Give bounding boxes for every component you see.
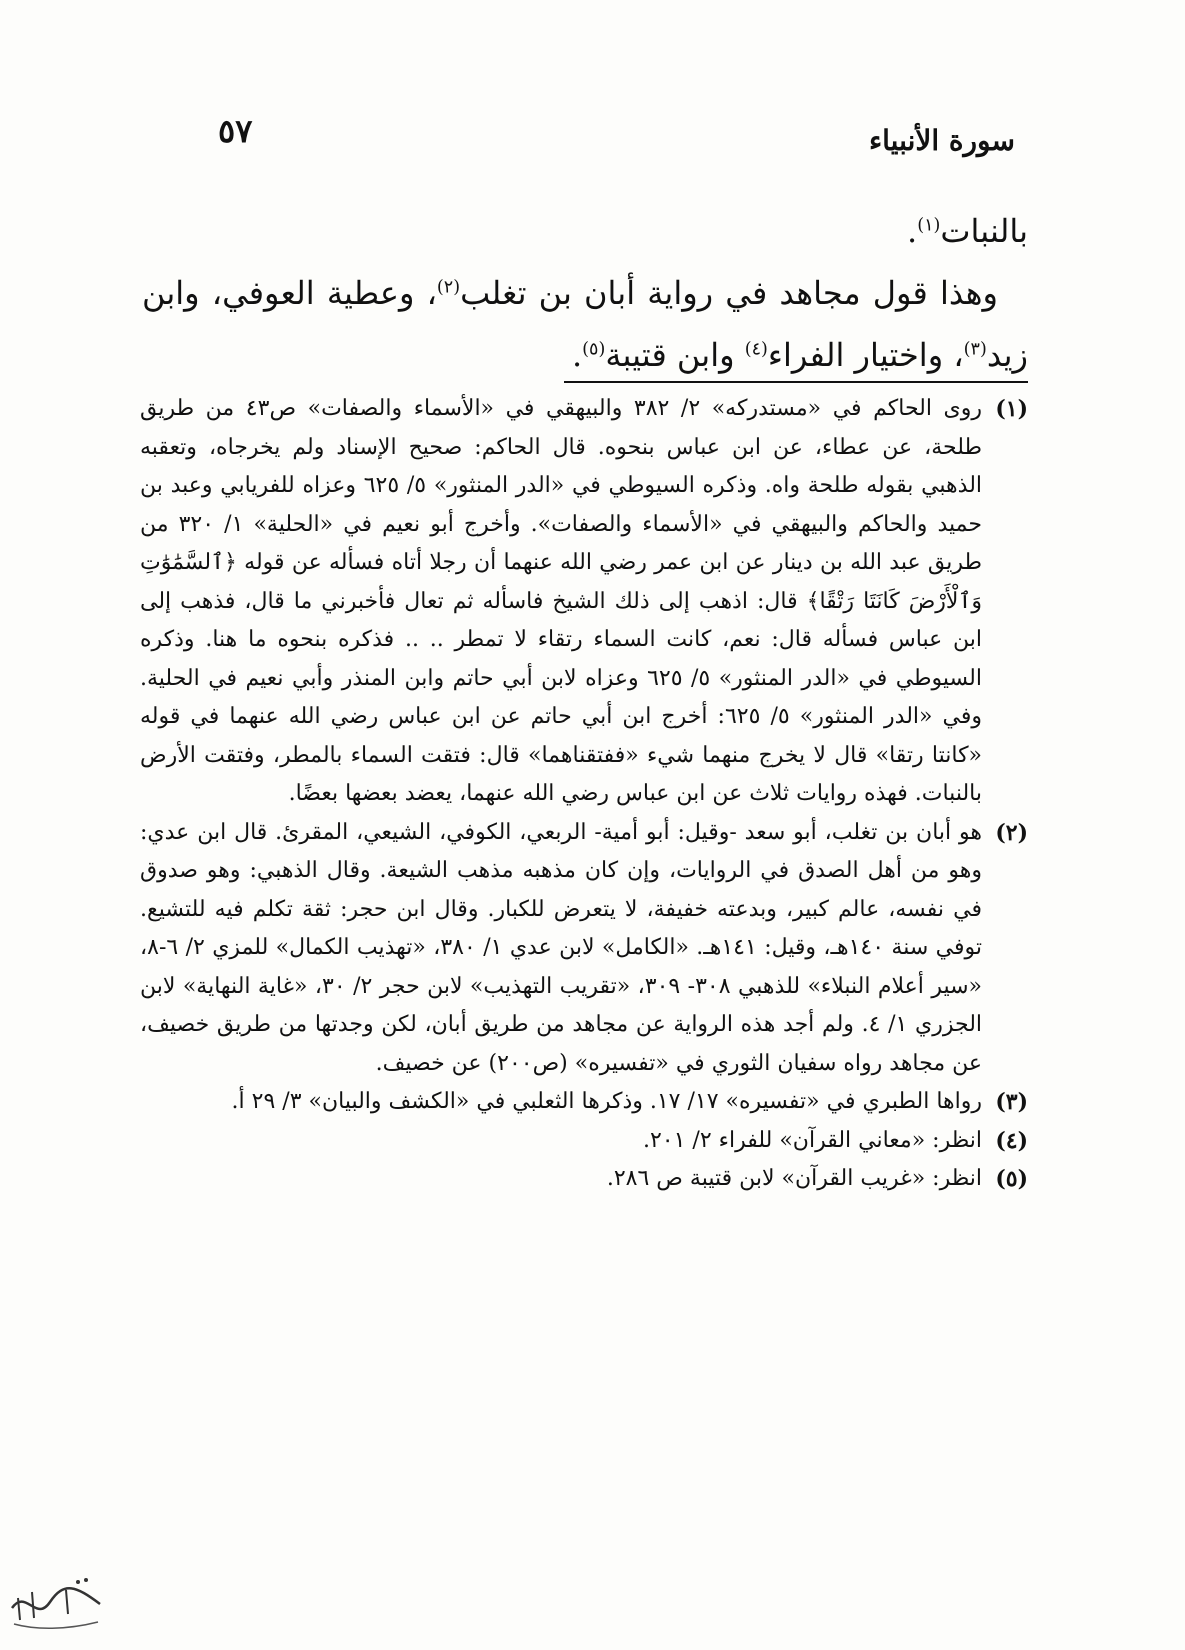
footnote-2 [140, 814, 1028, 1084]
footnote-ref: (٤) [744, 339, 768, 360]
footnote-number: (٤) [995, 1127, 1028, 1154]
footnote-5 [140, 1160, 1028, 1199]
footnote-text: انظر: «غريب القرآن» لابن قتيبة ص ٢٨٦. [606, 1166, 982, 1191]
footnote-number: (٥) [995, 1166, 1028, 1192]
footnote-4 [140, 1122, 1028, 1161]
footnote-ref: (٥) [582, 339, 606, 360]
main-line-1: بالنبات$^{(١)}$. [907, 212, 1028, 250]
footnote-divider [564, 381, 1028, 383]
footnote-ref: (١) [917, 215, 941, 236]
footnote-ref: (٢) [436, 277, 461, 298]
footnote-text: هو أبان بن تغلب، أبو سعد -وقيل: أبو أمية- الربعي، الكوفي، الشيعي، المقرئ. قال ابن عدي: وهو من أهل الصدق في الروايات، وإن كان مذهبه مذهب الشيعة. وقال الذهبي: وهو صدوق في نفسه، عالم كبير، وبدعته خفيفة، لا يتعرض للكبار. وقال ابن حجر: ثقة تكلم فيه للتشيع. توفي سنة ١٤٠هـ، وقيل: ١٤١هـ. «الكامل» لابن عدي ١/ ٣٨٠، «تهذيب الكمال» للمزي ٢/ ٦-٨، «سير أعلام النبلاء» للذهبي ٣٠٨- ٣٠٩، «تقريب التهذيب» لابن حجر ٢/ ٣٠، «غاية النهاية» لابن الجزري ١/ ٤. ولم أجد هذه الرواية عن مجاهد من طريق أبان، لكن وجدتها من طريق خصيف، عن مجاهد رواه سفيان الثوري في «تفسيره» (ص٢٠٠) عن خصيف. [140, 819, 983, 1076]
footnote-1 [140, 390, 1028, 814]
footnote-number: (٣) [995, 1089, 1028, 1115]
footnote-ref: (٣) [963, 339, 987, 360]
footnotes-section [140, 390, 1028, 1199]
footnote-text: رواها الطبري في «تفسيره» ١٧/ ١٧. وذكرها الثعلبي في «الكشف والبيان» ٣/ ٢٩ أ. [231, 1089, 982, 1114]
page-number: ٥٧ [218, 112, 253, 150]
main-paragraph: وهذا قول مجاهد في رواية أبان بن تغلب$^{(٢)}$، وعطية العوفي، وابن زيد$^{(٣)}$، واختيار الفراء$^{(٤)}$ وابن قتيبة$^{(٥)}$. [142, 274, 1028, 374]
footnote-number: (٢) [995, 819, 1028, 846]
main-text [142, 200, 1028, 386]
footnote-text: روى الحاكم في «مستدركه» ٢/ ٣٨٢ والبيهقي في «الأسماء والصفات» ص٤٣ من طريق طلحة، عن عطاء، عن ابن عباس بنحوه. قال الحاكم: صحيح الإسناد ولم يخرجاه، وتعقبه الذهبي بقوله طلحة واه. وذكره السيوطي في «الدر المنثور» ٥/ ٦٢٥ وعزاه للفريابي وعبد بن حميد والحاكم والبيهقي في «الأسماء والصفات». وأخرج أبو نعيم في «الحلية» ١/ ٣٢٠ من طريق عبد الله بن دينار عن ابن عمر رضي الله عنهما أن رجلا أتاه فسأله عن قوله ﴿ٱلسَّمَٰوَٰتِ وَٱلْأَرْضَ كَانَتَا رَتْقًا﴾ قال: اذهب إلى ذلك الشيخ فاسأله ثم تعال فأخبرني ما قال، فذهب إلى ابن عباس فسأله قال: نعم، كانت السماء رتقاء لا تمطر .. .. فذكره بنحوه ما هنا. وذكره السيوطي في «الدر المنثور» ٥/ ٦٢٥ وعزاه لابن أبي حاتم وابن المنذر وأبي نعيم في الحلية. وفي «الدر المنثور» ٥/ ٦٢٥: أخرج ابن أبي حاتم عن ابن عباس رضي الله عنهما في قوله «كانتا رتقا» قال لا يخرج منهما شيء «ففتقناهما» قال: فتقت السماء بالمطر، وفتقت الأرض بالنبات. فهذه روايات ثلاث عن ابن عباس رضي الله عنهما، يعضد بعضها بعضًا. [140, 396, 983, 806]
footnote-number: (١) [995, 396, 1028, 422]
calligraphy-stamp-logo [6, 1568, 106, 1634]
footnote-3 [140, 1083, 1028, 1122]
page-header-title: سورة الأنبياء [868, 124, 1015, 157]
footnote-text: انظر: «معاني القرآن» للفراء ٢/ ٢٠١. [642, 1127, 982, 1153]
